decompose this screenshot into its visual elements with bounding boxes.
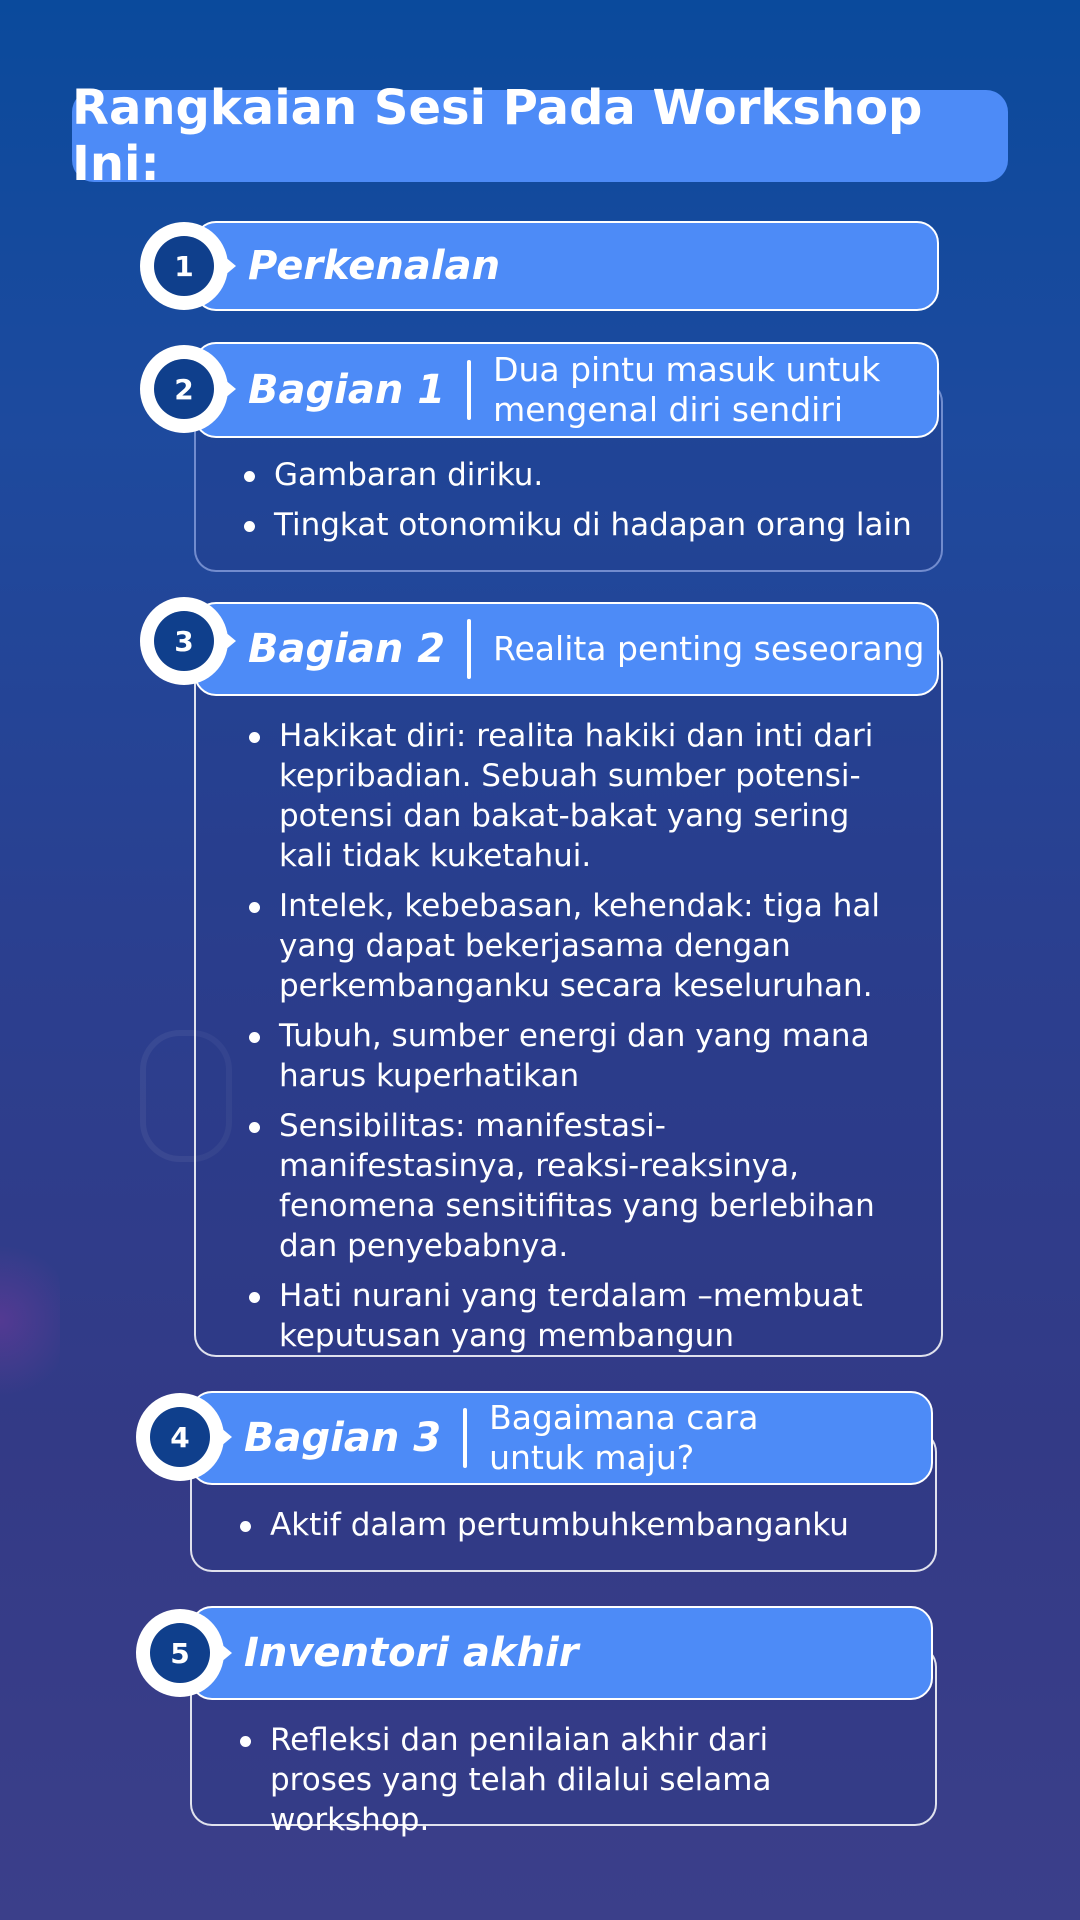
session-number: 1: [154, 236, 214, 296]
session-label: Bagian 3: [244, 1415, 442, 1461]
list-item: Sensibilitas: manifestasi-manifestasinya, reaksi-reaksinya, fenomena sensitifitas yang berlebihan dan penyebabnya.: [245, 1106, 885, 1266]
header-divider: [467, 360, 471, 420]
session-header: [190, 1606, 933, 1700]
list-item: Tubuh, sumber energi dan yang mana harus kuperhatikan: [245, 1016, 885, 1096]
session-number: 5: [150, 1623, 210, 1683]
session-label: Bagian 1: [248, 367, 446, 413]
session-number: 3: [154, 611, 214, 671]
list-item: Intelek, kebebasan, kehendak: tiga hal yang dapat bekerjasama dengan perkembanganku secara keseluruhan.: [245, 886, 885, 1006]
session-number: 2: [154, 359, 214, 419]
list-item: Hakikat diri: realita hakiki dan inti dari kepribadian. Sebuah sumber potensi-potensi dan bakat-bakat yang sering kali tidak kuketahui.: [245, 716, 885, 876]
session-header: [194, 602, 939, 696]
session-items: [236, 1505, 916, 1555]
title-banner: [72, 80, 1008, 192]
session-label: Inventori akhir: [244, 1630, 579, 1676]
header-divider: [467, 619, 471, 679]
list-item: Gambaran diriku.: [240, 455, 920, 495]
list-item: Hati nurani yang terdalam –membuat keputusan yang membangun: [245, 1276, 885, 1356]
session-items: [236, 1720, 876, 1850]
header-divider: [463, 1408, 467, 1468]
session-number-badge: [136, 1609, 224, 1697]
session-label: Bagian 2: [248, 626, 446, 672]
session-items: [240, 455, 920, 555]
session-header: [194, 221, 939, 311]
session-number-badge: [136, 1393, 224, 1481]
session-label: Perkenalan: [248, 243, 501, 289]
session-number-badge: [140, 345, 228, 433]
background-decoration: [0, 1230, 60, 1410]
session-description: Realita penting seseorang: [493, 629, 925, 668]
session-items: [245, 716, 885, 1366]
session-description: Bagaimana cara untuk maju?: [489, 1398, 759, 1477]
session-number-badge: [140, 222, 228, 310]
list-item: Refleksi dan penilaian akhir dari proses yang telah dilalui selama workshop.: [236, 1720, 876, 1840]
session-header: [190, 1391, 933, 1485]
session-header: [194, 342, 939, 438]
list-item: Tingkat otonomiku di hadapan orang lain: [240, 505, 920, 545]
page-title: Rangkaian Sesi Pada Workshop Ini:: [72, 80, 923, 192]
session-number: 4: [150, 1407, 210, 1467]
list-item: Aktif dalam pertumbuhkembanganku: [236, 1505, 916, 1545]
session-number-badge: [140, 597, 228, 685]
session-description: Dua pintu masuk untuk mengenal diri sendiri: [493, 350, 881, 429]
